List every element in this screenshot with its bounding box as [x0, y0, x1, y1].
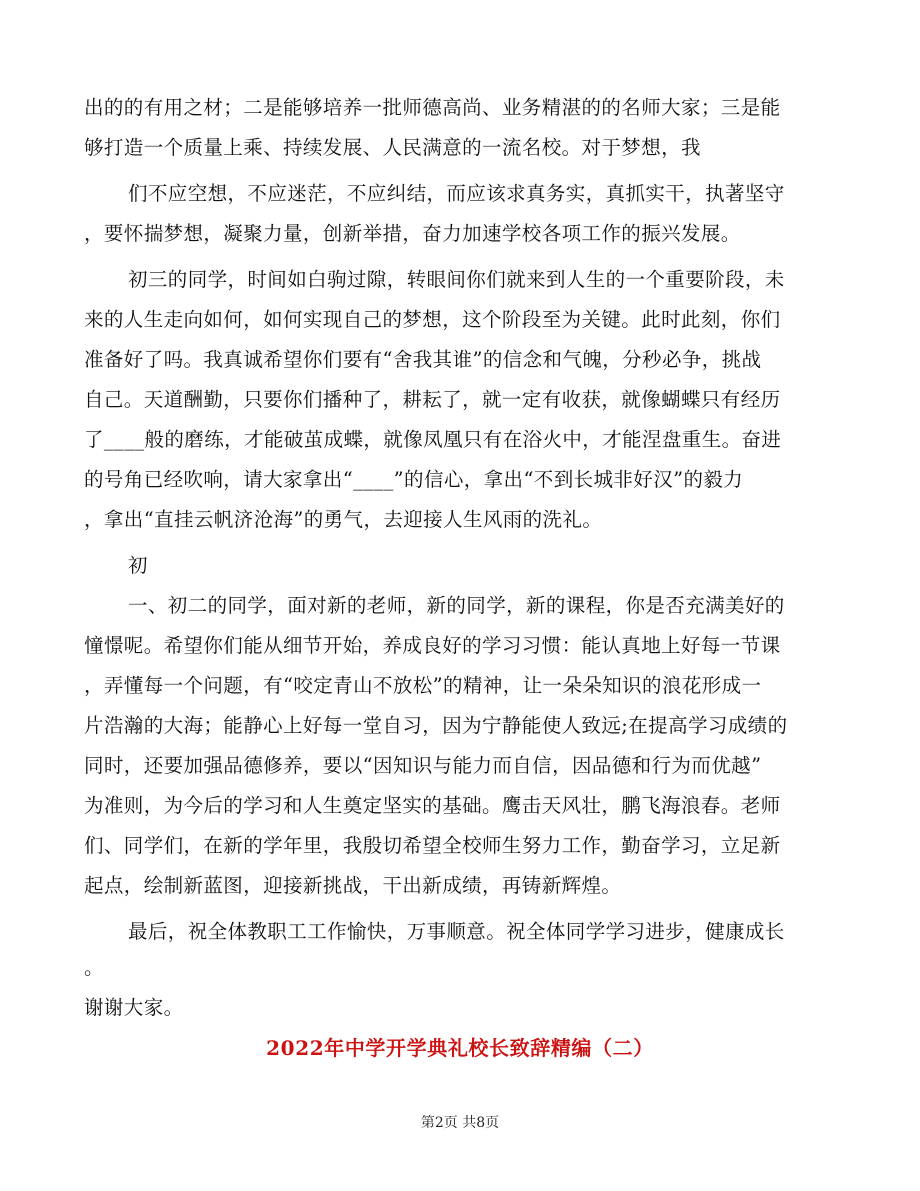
text-line: 憧憬呢。希望你们能从细节开始，养成良好的学习习惯：能认真地上好每一节课 — [84, 634, 781, 657]
text-line: ，要怀揣梦想，凝聚力量，创新举措，奋力加速学校各项工作的振兴发展。 — [84, 222, 741, 245]
text-row — [0, 551, 920, 581]
page-number-footer: 第2页 共8页 — [420, 1115, 500, 1131]
text-line: 出的的有用之材；二是能够培养一批师德高尚、业务精湛的的名师大家；三是能 — [84, 96, 781, 119]
text-row — [0, 345, 920, 375]
text-line: ，弄懂每一个问题，有“咬定青山不放松”的精神，让一朵朵知识的浪花形成一 — [84, 674, 762, 697]
text-row — [0, 265, 920, 295]
text-line: 准备好了吗。我真诚希望你们要有“舍我其谁”的信念和气魄，分秒必争，挑战 — [84, 348, 762, 371]
text-line: 来的人生走向如何，如何实现自己的梦想，这个阶段至为关键。此时此刻，你们 — [84, 308, 781, 331]
text-row — [0, 133, 920, 163]
text-line: 最后，祝全体教职工工作愉快，万事顺意。祝全体同学学习进步，健康成长 — [128, 920, 785, 943]
text-row — [0, 179, 920, 209]
text-line: 自己。天道酬勤，只要你们播种了，耕耘了，就一定有收获，就像蝴蝶只有经历 — [84, 388, 781, 411]
text-line: 们、同学们，在新的学年里，我殷切希望全校师生努力工作，勤奋学习，立足新 — [84, 834, 781, 857]
text-row — [0, 711, 920, 741]
text-row — [0, 871, 920, 901]
text-row — [0, 305, 920, 335]
text-line: 够打造一个质量上乘、持续发展、人民满意的一流名校。对于梦想，我 — [84, 136, 701, 159]
text-line: ，拿出“直挂云帆济沧海”的勇气，去迎接人生风雨的洗礼。 — [84, 508, 603, 531]
text-row — [0, 385, 920, 415]
text-line: 了____般的磨练，才能破茧成蝶，就像凤凰只有在浴火中，才能涅盘重生。奋进 — [84, 428, 782, 451]
text-row — [0, 425, 920, 455]
text-line: 的号角已经吹响，请大家拿出“____”的信心，拿出“不到长城非好汉”的毅力 — [84, 468, 744, 491]
text-row — [0, 953, 920, 983]
text-line: 们不应空想，不应迷茫，不应纠结，而应该求真务实，真抓实干，执著坚守 — [128, 182, 785, 205]
text-line: 起点，绘制新蓝图，迎接新挑战，干出新成绩，再铸新辉煌。 — [84, 874, 622, 897]
text-row — [0, 465, 920, 495]
text-row — [0, 219, 920, 249]
text-line: 谢谢大家。 — [84, 996, 184, 1019]
text-line: 为准则，为今后的学习和人生奠定坚实的基础。鹰击天风壮，鹏飞海浪春。老师 — [84, 794, 781, 817]
text-line: 同时，还要加强品德修养，要以“因知识与能力而自信，因品德和行为而优越” — [84, 754, 762, 777]
text-row — [0, 591, 920, 621]
text-row — [0, 831, 920, 861]
text-line: 初三的同学，时间如白驹过隙，转眼间你们就来到人生的一个重要阶段，未 — [128, 268, 785, 291]
text-row — [0, 791, 920, 821]
text-row — [0, 917, 920, 947]
text-line: 初 — [128, 554, 148, 577]
section-title: 2022年中学开学典礼校长致辞精编（二） — [266, 1036, 654, 1060]
text-row — [0, 93, 920, 123]
text-row — [0, 631, 920, 661]
text-row — [0, 671, 920, 701]
text-row — [0, 993, 920, 1023]
text-line: 一、初二的同学，面对新的老师，新的同学，新的课程，你是否充满美好的 — [128, 594, 785, 617]
text-row — [0, 505, 920, 535]
text-line: 。 — [84, 956, 104, 979]
text-row — [0, 751, 920, 781]
text-line: 片浩瀚的大海；能静心上好每一堂自习，因为宁静能使人致远;在提高学习成绩的 — [84, 714, 788, 737]
